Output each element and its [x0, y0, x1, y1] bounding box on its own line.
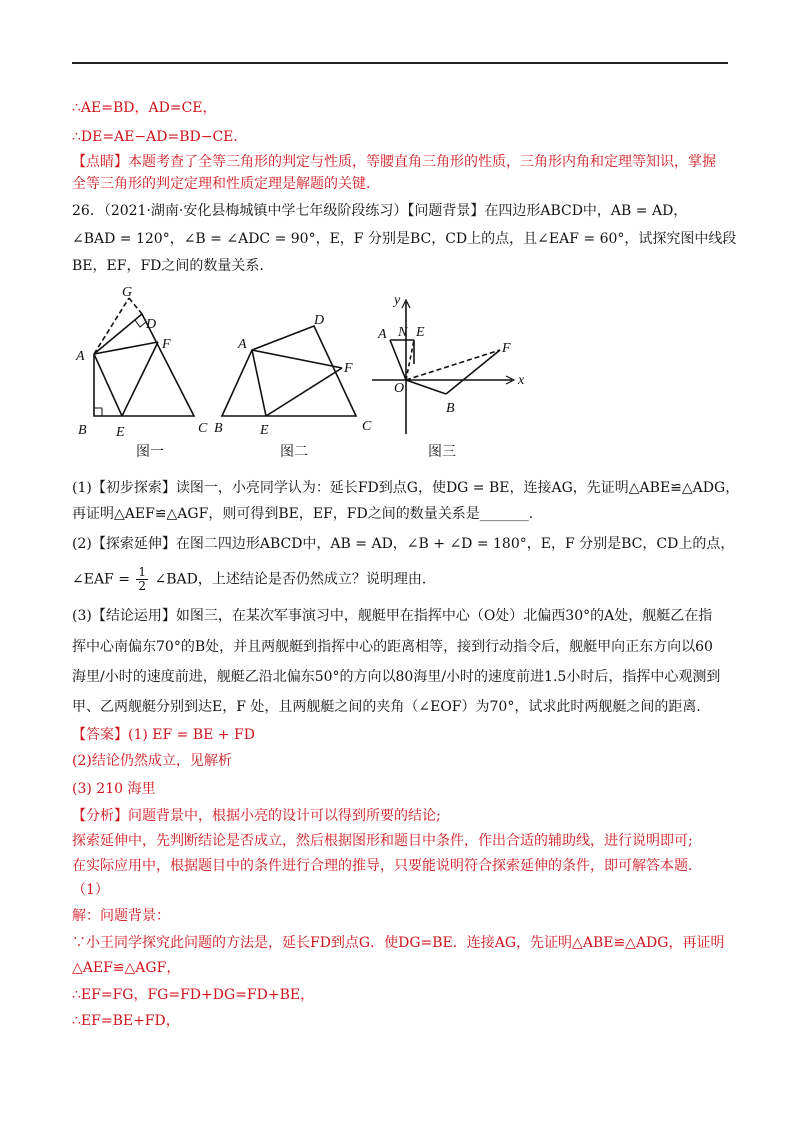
fig3-label-y: y [394, 293, 401, 308]
text-line: ∴DE=AE−AD=BD−CE． [72, 129, 248, 145]
text-line: (3) 210 海里 [72, 781, 156, 797]
fig3-label-b: B [446, 401, 455, 416]
text-line: 在实际应用中，根据题目中的条件进行合理的推导，只要能说明符合探索延伸的条件，即可解答本题． [72, 858, 702, 874]
fig1-label-d: D [146, 317, 157, 332]
fig3-label-n: N [398, 325, 408, 340]
fig3-label-a: A [378, 327, 387, 342]
figure-two-labels [214, 313, 372, 438]
fig3-label-f: F [502, 341, 511, 356]
figure-one [94, 298, 194, 416]
text-line: ∴AE=BD，AD=CE， [72, 100, 217, 116]
fig1-label-e: E [116, 425, 125, 440]
fraction-suffix: ∠BAD，上述结论是否仍然成立？说明理由． [154, 571, 436, 588]
text-line: (1)【初步探索】读图一，小亮同学认为：延长FD到点G，使DG = BE，连接AG，先证明△ABE≌△ADG， [72, 480, 740, 496]
figures-panel [72, 284, 552, 464]
text-line: 【答案】(1) EF = BE + FD [72, 727, 255, 743]
fig3-label-o: O [394, 381, 405, 396]
fig2-label-a: A [238, 337, 247, 352]
fig2-label-c: C [362, 419, 372, 434]
fig1-label-f: F [162, 337, 171, 352]
text-line: 探索延伸中，先判断结论是否成立，然后根据图形和题目中条件，作出合适的辅助线，进行说明即可; [72, 833, 693, 849]
fraction-prefix: ∠EAF = [72, 571, 130, 588]
text-line: ∵小王同学探究此问题的方法是，延长FD到点G．使DG=BE．连接AG，先证明△ABE≌△ADG，再证明 [72, 935, 725, 951]
fig2-label-b: B [214, 421, 223, 436]
text-line: 甲、乙两舰艇分别到达E，F 处，且两舰艇之间的夹角（∠EOF）为70°，试求此时两舰艇之间的距离． [72, 699, 711, 715]
text-line: 26．（2021·湖南·安化县梅城镇中学七年级阶段练习）【问题背景】在四边形ABCD中，AB = AD， [72, 203, 688, 219]
fig2-label-d: D [314, 313, 325, 328]
fig1-label-c: C [198, 421, 208, 436]
text-line: (2)结论仍然成立，见解析 [72, 753, 232, 769]
header-rule [72, 62, 728, 64]
text-line: 挥中心南偏东70°的B处，并且两舰艇到指挥中心的距离相等，接到行动指令后，舰艇甲向正东方向以60 [72, 639, 713, 655]
fraction-numerator: 1 [138, 565, 147, 579]
text-line: 解：问题背景： [72, 908, 170, 924]
fig3-label-e: E [416, 325, 425, 340]
figure-three-labels [377, 293, 525, 416]
text-line: 全等三角形的判定定理和性质定理是解题的关键． [72, 176, 380, 192]
fig2-label-f: F [344, 361, 353, 376]
fig3-caption: 图三 [428, 444, 456, 460]
text-line: (2)【探索延伸】在图二四边形ABCD中，AB = AD，∠B + ∠D = 180°，E，F 分别是BC，CD上的点， [72, 536, 735, 552]
text-line: ∴EF=BE+FD， [72, 1013, 180, 1029]
fig1-label-b: B [78, 423, 87, 438]
text-line: ∴EF=FG，FG=FD+DG=FD+BE， [72, 987, 315, 1003]
text-line: ∠BAD = 120°，∠B = ∠ADC = 90°，E，F 分别是BC，CD上的点，且∠EAF = 60°，试探究图中线段 [72, 231, 737, 247]
figure-three [372, 300, 514, 434]
fraction-denominator: 2 [138, 579, 147, 593]
text-line: 海里/小时的速度前进，舰艇乙沿北偏东50°的方向以80海里/小时的速度前进1.5小时后，指挥中心观测到 [72, 669, 721, 685]
fig2-label-e: E [260, 423, 269, 438]
text-line: BE，EF，FD之间的数量关系． [72, 258, 274, 274]
fig1-label-g: G [122, 285, 133, 300]
text-line: 再证明△AEF≌△AGF，则可得到BE，EF，FD之间的数量关系是_______． [72, 506, 543, 522]
text-line: （1） [72, 882, 109, 898]
fraction-line [72, 566, 436, 593]
text-line: 【点睛】本题考查了全等三角形的判定与性质，等腰直角三角形的性质，三角形内角和定理等知识，掌握 [72, 154, 716, 170]
text-line: (3)【结论运用】如图三，在某次军事演习中，舰艇甲在指挥中心（O处）北偏西30°的A处，舰艇乙在指 [72, 608, 713, 624]
text-line: △AEF≌△AGF， [72, 960, 181, 976]
fraction-half [136, 566, 148, 593]
fig1-label-a: A [76, 349, 85, 364]
fig1-caption: 图一 [136, 444, 164, 460]
fig2-caption: 图二 [280, 444, 308, 460]
text-line: 【分析】问题背景中，根据小亮的设计可以得到所要的结论; [72, 808, 441, 824]
fig3-label-x: x [518, 373, 525, 388]
